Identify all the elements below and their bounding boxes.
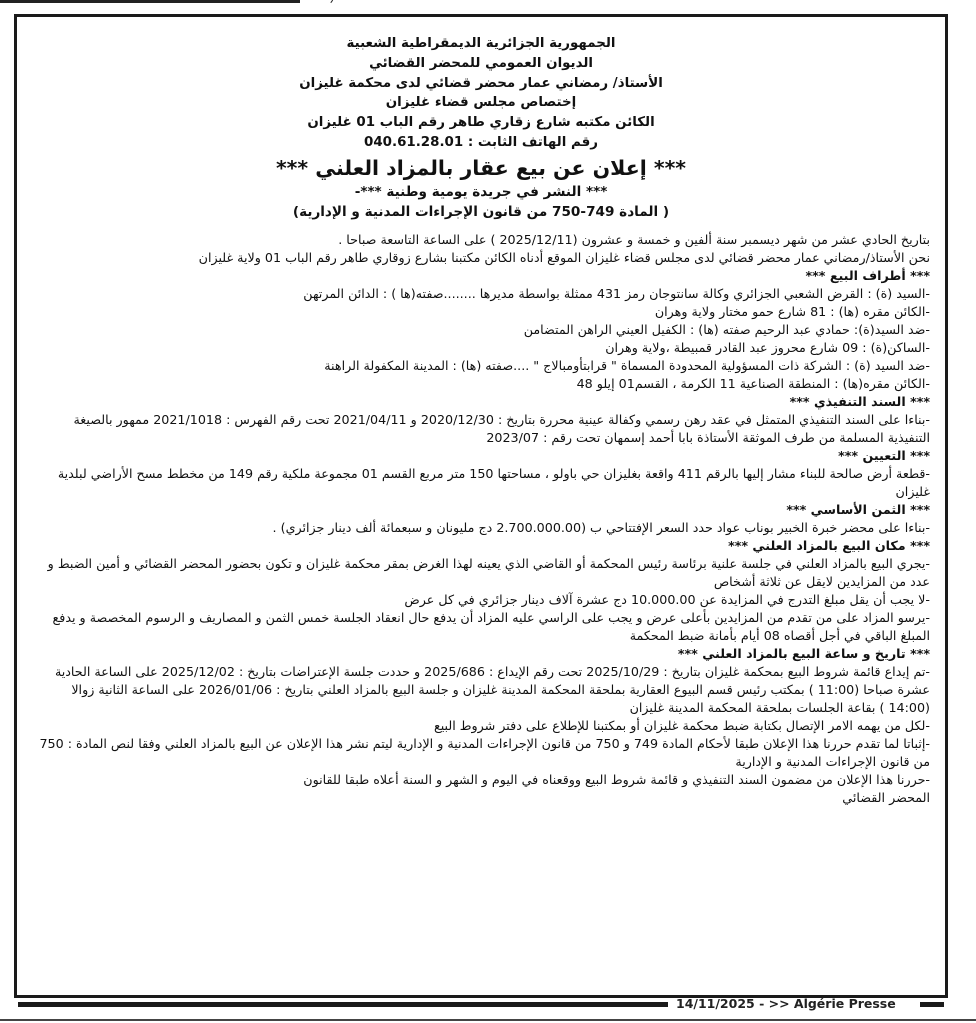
party-debtor-address: -الكائن مقره(ها) : المنطقة الصناعية 11 الكرمة ، القسم01 إيلو 48 [576, 376, 930, 391]
signature: المحضر القضائي [842, 790, 930, 805]
place-text-2: -لا يجب أن يقل مبلغ التدرج في المزايدة عن 10.000.00 دج عشرة آلاف دينار جزائري في كل عرض [404, 592, 930, 607]
address-line: الكائن مكتبه شارع زقاري طاهر رقم الباب 01 غليزان [307, 115, 655, 131]
office-line: الديوان العمومي للمحضر القضائي [369, 55, 593, 71]
exec-text: -بناءا على السند التنفيذي المتمثل في عقد رهن رسمي وكفالة عينية محررة بتاريخ : 2020/12/30 و 2021/04/11 تحت رقم الفهرس : 2021/1018 ممهور بالصيغة التنفيذية المسلمة من طرف الموثقة الأستاذة بابا أحمد إسمهان تحت رقم : 2023/07 [73, 412, 930, 445]
notice-title: *** إعلان عن بيع عقار بالمزاد العلني *** [275, 155, 687, 180]
notice-header [17, 34, 945, 222]
jurisdiction-line: إختصاص مجلس قضاء غليزان [385, 95, 577, 111]
notice-body [30, 231, 930, 807]
price-heading: *** الثمن الأساسي *** [786, 502, 930, 517]
party-debtor: -ضد السيد (ة) : الشركة ذات المسؤولية المحدودة المسماة " قرابتأومبالاج " ....صفته (ها) : المدينة المكفولة الراهنة [324, 358, 930, 373]
price-text: -بناءا على محضر خبرة الخبير بوناب عواد حدد السعر الإفتتاحي ب (2.700.000.00 دج مليونان و سبعمائة ألف دينار جزائري) . [272, 520, 930, 535]
party-creditor-address: -الكائن مقره (ها) : 81 شارع حمو مختار ولاية وهران [654, 304, 930, 319]
bottom-edge-line [0, 1019, 976, 1021]
intro-bailiff: نحن الأستاذ/رمضاني عمار محضر قضائي لدى مجلس قضاء غليزان الموقع أدناه الكائن مكتبنا بشارع زوقاري طاهر رقم الباب 01 ولاية غليزان [198, 250, 930, 265]
publish-line: -*** النشر في جريدة يومية وطنية *** [354, 183, 608, 200]
scan-edge [0, 0, 976, 4]
date-text: -تم إيداع قائمة شروط البيع بمحكمة غليزان بتاريخ : 2025/10/29 تحت رقم الإيداع : 2025/686 و حددت جلسة الإعتراضات بتاريخ : 2025/12/02 على الساعة الحادية عشرة صباحا (11:00 ) بمكتب رئيس قسم البيوع العقارية بملحقة المحكمة المدينة غليزان و جلسة البيع بالمزاد العلني بتاريخ : 2026/01/06 على الساعة الثانية زوالا (14:00 ) بقاعة الجلسات بملحقة المحكمة المدينة غليزان [54, 664, 930, 715]
footer [0, 995, 976, 1015]
phone-line: رقم الهاتف الثابت : 040.61.28.01 [364, 134, 598, 150]
proof-text: -إثباتا لما تقدم حررنا هذا الإعلان طبقا لأحكام المادة 749 و 750 من قانون الإجراءات المدنية و الإدارية ليتم نشر هذا الإعلان عن البيع بالمزاد العلني وفقا لنص المادة : 750 من قانون الإجراءات المدنية و الإدارية [39, 736, 930, 769]
bailiff-line: الأستاذ/ رمضاني عمار محضر قضائي لدى محكمة غليزان [299, 75, 663, 91]
closing-text: -حررنا هذا الإعلان من مضمون السند التنفيذي و قائمة شروط البيع ووقعناه في اليوم و الشهر و السنة أعلاه طبقا للقانون [303, 772, 930, 787]
footer-rule-right [920, 1002, 944, 1007]
articles-line: (المادة 749-750 من قانون الإجراءات المدنية و الإدارية ) [292, 203, 670, 220]
party-creditor: -السيد (ة) : القرض الشعبي الجزائري وكالة سانتوجان رمز 431 ممثلة بواسطة مديرها ........صفته(ها ) : الدائن المرتهن [303, 286, 930, 301]
date-heading: *** تاريخ و ساعة البيع بالمزاد العلني *** [677, 646, 930, 661]
exec-heading: *** السند التنفيذي *** [789, 394, 930, 409]
footer-credit: 14/11/2025 - >> Algérie Presse [676, 996, 896, 1011]
party-guarantor: -ضد السيد(ة): حمادي عبد الرحيم صفته (ها) : الكفيل العيني الراهن المتضامن [523, 322, 930, 337]
party-guarantor-address: -الساكن(ة) : 09 شارع محروز عبد القادر قمبيطة ،ولاية وهران [605, 340, 930, 355]
scan-edge-line [0, 0, 300, 3]
place-heading: *** مكان البيع بالمزاد العلني *** [728, 538, 930, 553]
footer-rule-left [18, 1002, 668, 1007]
place-text-3: -يرسو المزاد على من تقدم من المزايدين بأعلى عرض و يجب على الراسي عليه المزاد أن يدفع حال انعقاد الجلسة خمس الثمن و المصاريف و الرسوم المخصصة و يدفع المبلغ الباقي في أجل أقصاه 08 أيام بأمانة ضبط المحكمة [52, 610, 930, 643]
info-text: -لكل من يهمه الامر الإتصال بكتابة ضبط محكمة غليزان أو بمكتبنا للإطلاع على دفتر شروط البيع [433, 718, 930, 733]
intro-date: بتاريخ الحادي عشر من شهر ديسمبر سنة ألفين و خمسة و عشرون (2025/12/11 ) على الساعة التاسعة صباحا . [338, 232, 930, 247]
description-heading: *** التعيين *** [838, 448, 930, 463]
place-text-1: -يجري البيع بالمزاد العلني في جلسة علنية برئاسة رئيس المحكمة أو القاضي الذي يعينه لهذا الغرض بمقر محكمة غليزان و تكون بحضور المحضر القضائي و أمين الضبط و عدد من المزايدين لايقل عن ثلاثة أشخاص [47, 556, 930, 589]
parties-heading: *** أطراف البيع *** [805, 268, 930, 283]
description-text: -قطعة أرض صالحة للبناء مشار إليها بالرقم 411 واقعة بغليزان حي باولو ، مساحتها 150 متر مربع القسم 01 مجموعة ملكية رقم 149 من مخطط مسح الأراضي لبلدية غليزان [57, 466, 930, 499]
scan-edge-curve [298, 0, 334, 6]
republic-line: الجمهورية الجزائرية الديمقراطية الشعبية [346, 36, 616, 51]
